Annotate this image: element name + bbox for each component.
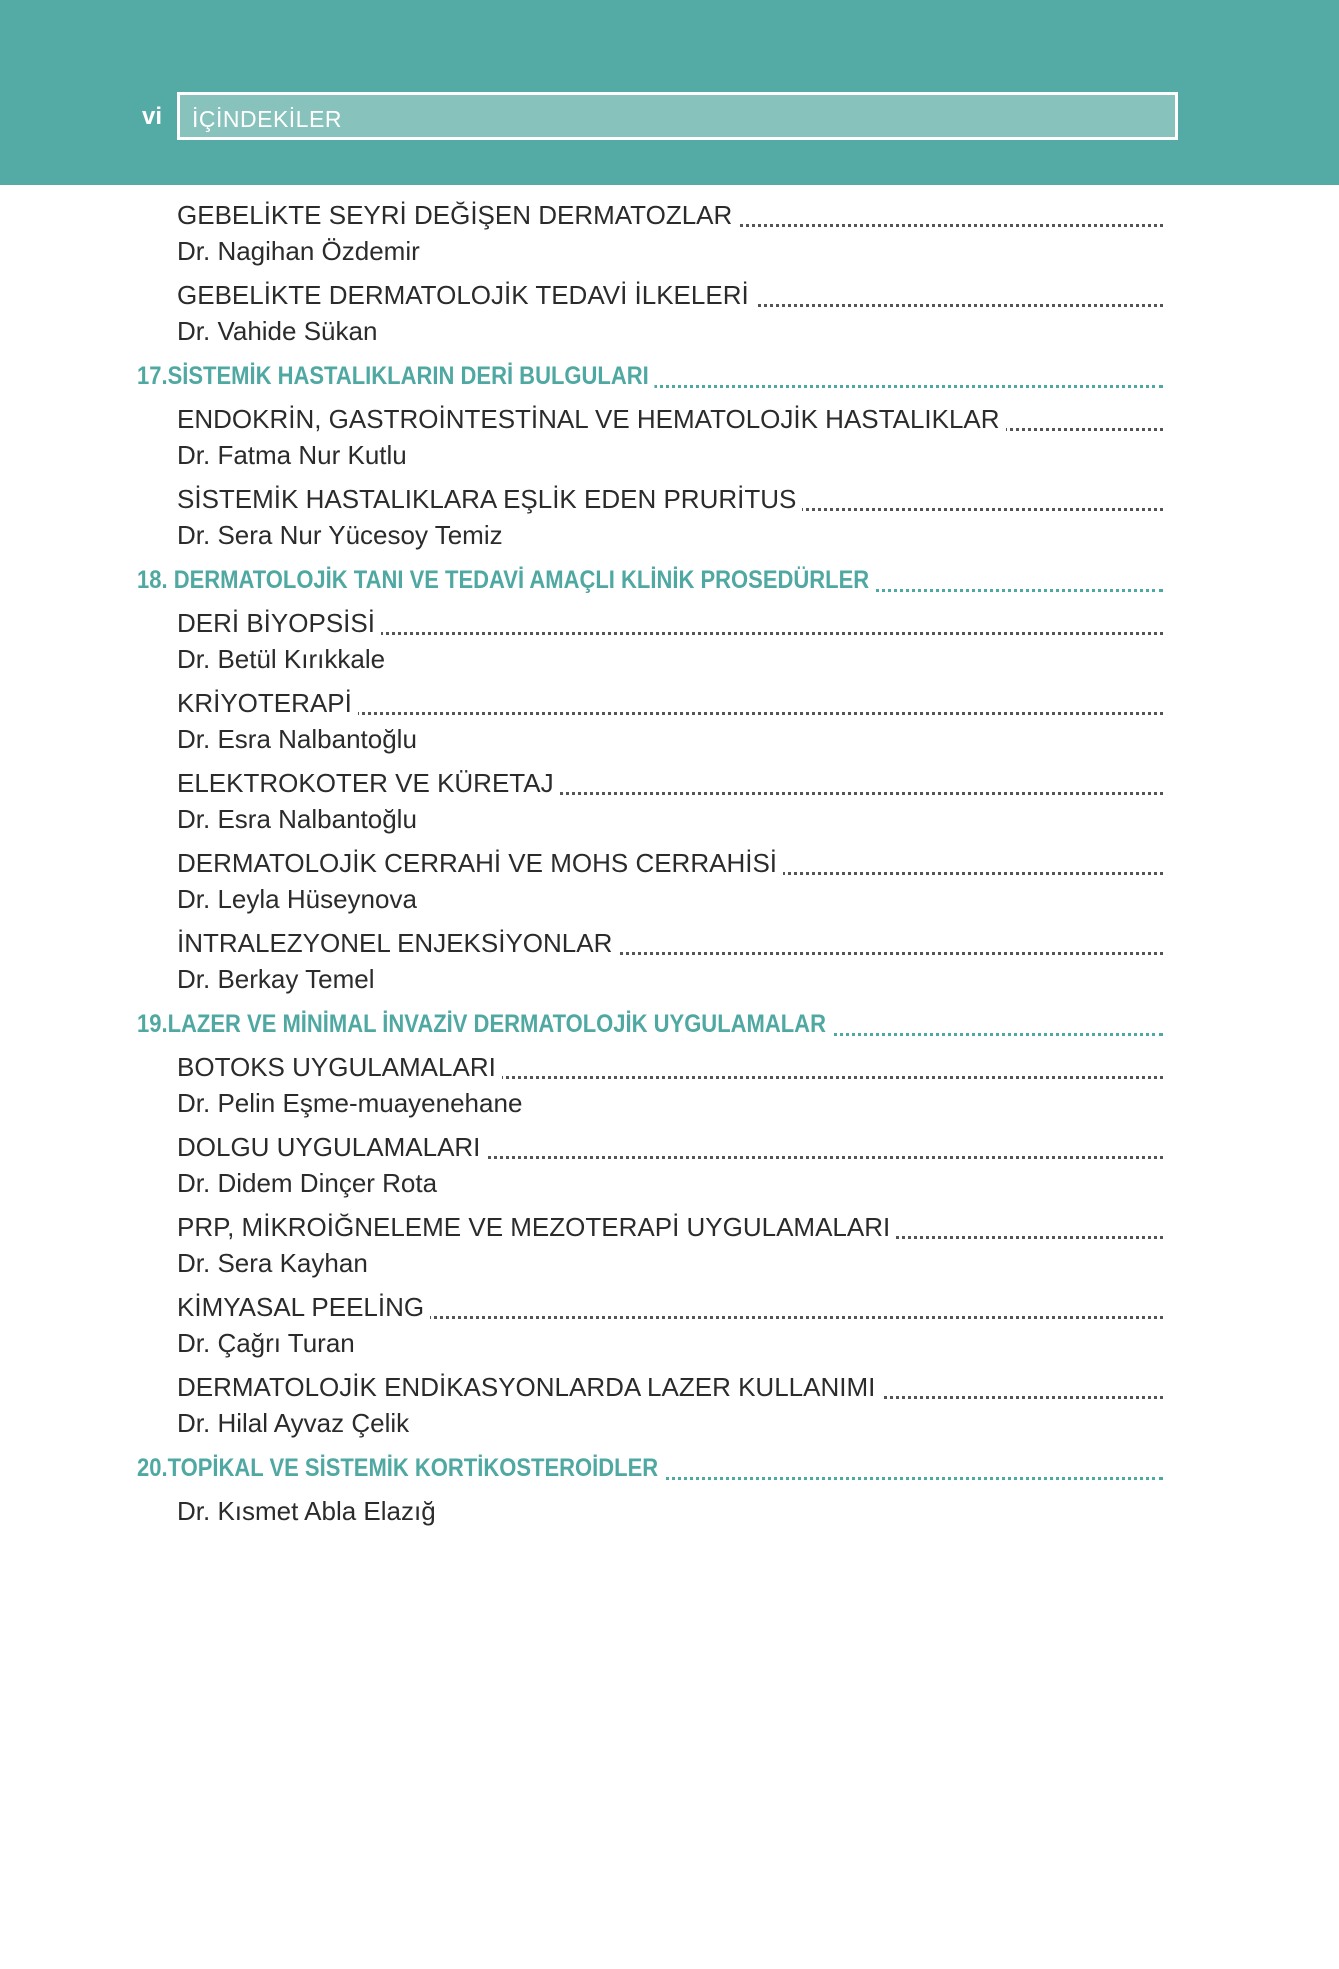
entry-author-row <box>0 1406 1339 1450</box>
entry-author: Dr. Leyla Hüseynova <box>177 884 417 914</box>
toc-chapter[interactable] <box>0 562 1339 606</box>
toc-entry[interactable] <box>0 1290 1339 1326</box>
toc-entry[interactable] <box>0 1050 1339 1086</box>
toc-chapter[interactable] <box>0 1006 1339 1050</box>
chapter-title: 20.TOPİKAL VE SİSTEMİK KORTİKOSTEROİDLER <box>137 1450 663 1486</box>
entry-author: Dr. Fatma Nur Kutlu <box>177 440 407 470</box>
entry-author-row <box>0 1494 1339 1538</box>
entry-author-row <box>0 722 1339 766</box>
entry-author-row <box>0 314 1339 358</box>
toc-entry[interactable] <box>0 278 1339 314</box>
entry-author-row <box>0 1166 1339 1210</box>
entry-author: Dr. Sera Kayhan <box>177 1248 368 1278</box>
entry-author: Dr. Çağrı Turan <box>177 1328 355 1358</box>
toc-entry[interactable] <box>0 1130 1339 1166</box>
section-title: İÇİNDEKİLER <box>192 106 342 132</box>
entry-author: Dr. Pelin Eşme-muayenehane <box>177 1088 523 1118</box>
entry-author: Dr. Vahide Sükan <box>177 316 378 346</box>
entry-author-row <box>0 1326 1339 1370</box>
toc-entry[interactable] <box>0 926 1339 962</box>
entry-author-row <box>0 438 1339 482</box>
chapter-title: 18. DERMATOLOJİK TANI VE TEDAVİ AMAÇLI KLİNİK PROSEDÜRLER <box>137 562 874 598</box>
entry-title: SİSTEMİK HASTALIKLARA EŞLİK EDEN PRURİTUS <box>177 482 802 516</box>
toc-entry[interactable] <box>0 606 1339 642</box>
entry-author: Dr. Kısmet Abla Elazığ <box>177 1496 436 1526</box>
entry-author: Dr. Didem Dinçer Rota <box>177 1168 438 1198</box>
entry-title: PRP, MİKROİĞNELEME VE MEZOTERAPİ UYGULAMALARI <box>177 1210 896 1244</box>
toc-entry[interactable] <box>0 686 1339 722</box>
entry-author: Dr. Nagihan Özdemir <box>177 236 420 266</box>
entry-title: GEBELİKTE SEYRİ DEĞİŞEN DERMATOZLAR <box>177 198 738 232</box>
toc-entry[interactable] <box>0 766 1339 802</box>
entry-title: KİMYASAL PEELİNG <box>177 1290 430 1324</box>
entry-title: BOTOKS UYGULAMALARI <box>177 1050 502 1084</box>
entry-title: DERİ BİYOPSİSİ <box>177 606 381 640</box>
entry-author: Dr. Betül Kırıkkale <box>177 644 386 674</box>
chapter-title: 19.LAZER VE MİNİMAL İNVAZİV DERMATOLOJİK UYGULAMALAR <box>137 1006 831 1042</box>
toc-entry[interactable] <box>0 846 1339 882</box>
entry-author: Dr. Esra Nalbantoğlu <box>177 724 417 754</box>
page-number: vi <box>142 103 163 130</box>
entry-author-row <box>0 642 1339 686</box>
entry-author: Dr. Esra Nalbantoğlu <box>177 804 417 834</box>
toc-entry[interactable] <box>0 198 1339 234</box>
entry-author-row <box>0 1086 1339 1130</box>
entry-title: DERMATOLOJİK CERRAHİ VE MOHS CERRAHİSİ <box>177 846 783 880</box>
chapter-title: 17.SİSTEMİK HASTALIKLARIN DERİ BULGULARI <box>137 358 654 394</box>
header-band <box>0 0 1339 185</box>
entry-author: Dr. Hilal Ayvaz Çelik <box>177 1408 410 1438</box>
toc-entry[interactable] <box>0 1370 1339 1406</box>
entry-author-row <box>0 882 1339 926</box>
entry-title: DOLGU UYGULAMALARI <box>177 1130 486 1164</box>
entry-title: ENDOKRİN, GASTROİNTESTİNAL VE HEMATOLOJİK HASTALIKLAR <box>177 402 1006 436</box>
section-header-box <box>177 92 1178 140</box>
entry-author-row <box>0 1246 1339 1290</box>
toc-entry[interactable] <box>0 402 1339 438</box>
entry-title: ELEKTROKOTER VE KÜRETAJ <box>177 766 560 800</box>
entry-title: DERMATOLOJİK ENDİKASYONLARDA LAZER KULLANIMI <box>177 1370 881 1404</box>
entry-author: Dr. Sera Nur Yücesoy Temiz <box>177 520 503 550</box>
entry-author-row <box>0 234 1339 278</box>
entry-title: İNTRALEZYONEL ENJEKSİYONLAR <box>177 926 618 960</box>
entry-author-row <box>0 518 1339 562</box>
toc-entry[interactable] <box>0 1210 1339 1246</box>
toc-chapter[interactable] <box>0 1450 1339 1494</box>
entry-author: Dr. Berkay Temel <box>177 964 375 994</box>
entry-title: KRİYOTERAPİ <box>177 686 358 720</box>
entry-title: GEBELİKTE DERMATOLOJİK TEDAVİ İLKELERİ <box>177 278 755 312</box>
entry-author-row <box>0 962 1339 1006</box>
table-of-contents <box>0 198 1339 1538</box>
toc-entry[interactable] <box>0 482 1339 518</box>
entry-author-row <box>0 802 1339 846</box>
toc-chapter[interactable] <box>0 358 1339 402</box>
